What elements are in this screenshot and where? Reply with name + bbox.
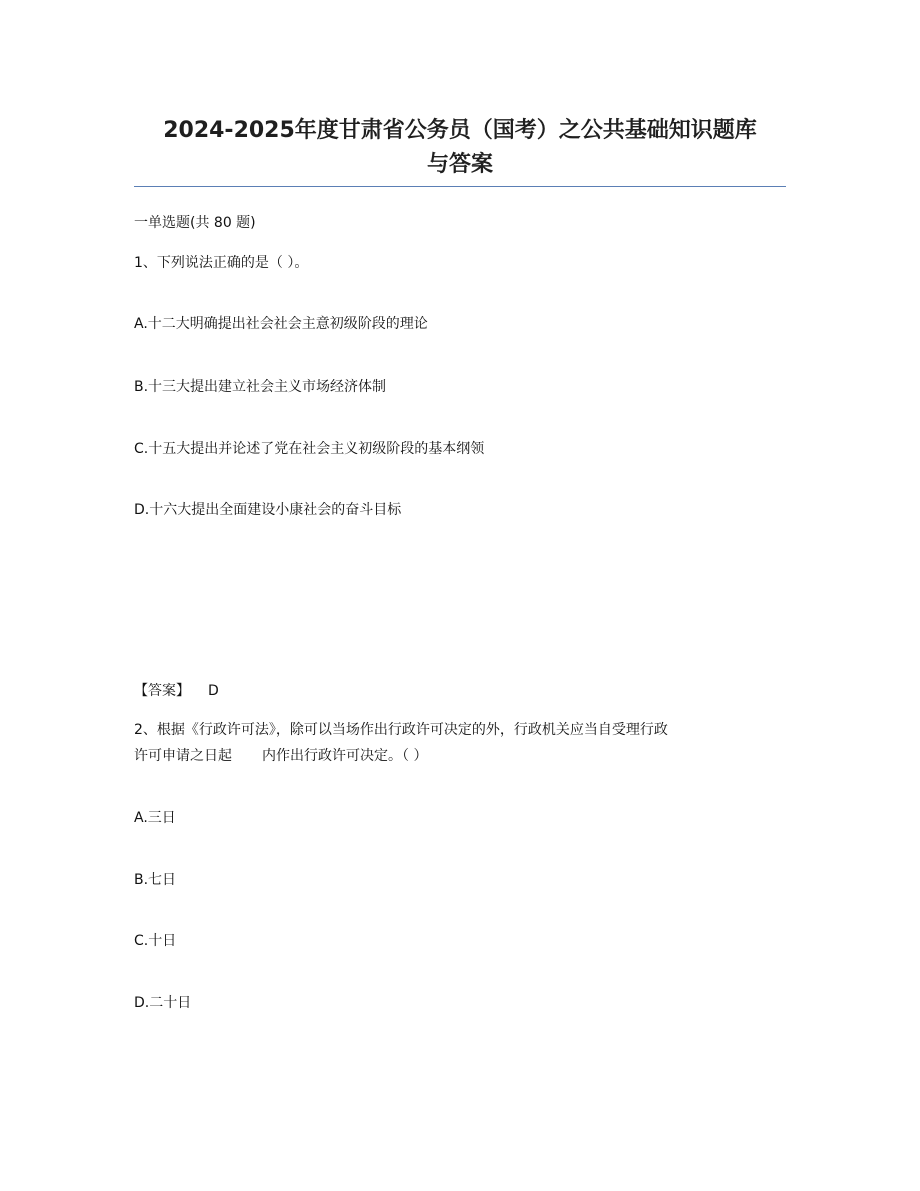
document-title-line-1: 2024-2025年度甘肃省公务员（国考）之公共基础知识题库 [163,118,757,143]
question-1-answer [134,681,219,701]
question-1-option-b: B.十三大提出建立社会主义市场经济体制 [134,379,387,395]
question-1-option-d: D.十六大提出全面建设小康社会的奋斗目标 [134,502,402,518]
question-2-option-d: D.二十日 [134,995,192,1011]
answer-label: 【答案】 [134,683,190,699]
document-title-line-2: 与答案 [426,152,493,177]
answer-value: D [208,683,219,699]
title-divider [134,186,786,187]
question-2-stem-line-2 [134,746,427,766]
question-1-stem: 1、下列说法正确的是（ ）。 [134,255,309,271]
question-2-stem-part-2: 内作出行政许可决定。（ ） [262,748,428,764]
question-2-option-b: B.七日 [134,872,177,888]
question-2-stem-part-1: 许可申请之日起 [134,748,232,764]
section-heading: 一单选题(共 80 题) [134,215,256,231]
question-1-option-a: A.十二大明确提出社会社会主意初级阶段的理论 [134,316,428,332]
question-1-option-c: C.十五大提出并论述了党在社会主义初级阶段的基本纲领 [134,441,485,457]
question-2-option-c: C.十日 [134,933,177,949]
question-2-stem-line-1: 2、根据《行政许可法》，除可以当场作出行政许可决定的外，行政机关应当自受理行政 [134,722,668,738]
question-2-option-a: A.三日 [134,810,176,826]
